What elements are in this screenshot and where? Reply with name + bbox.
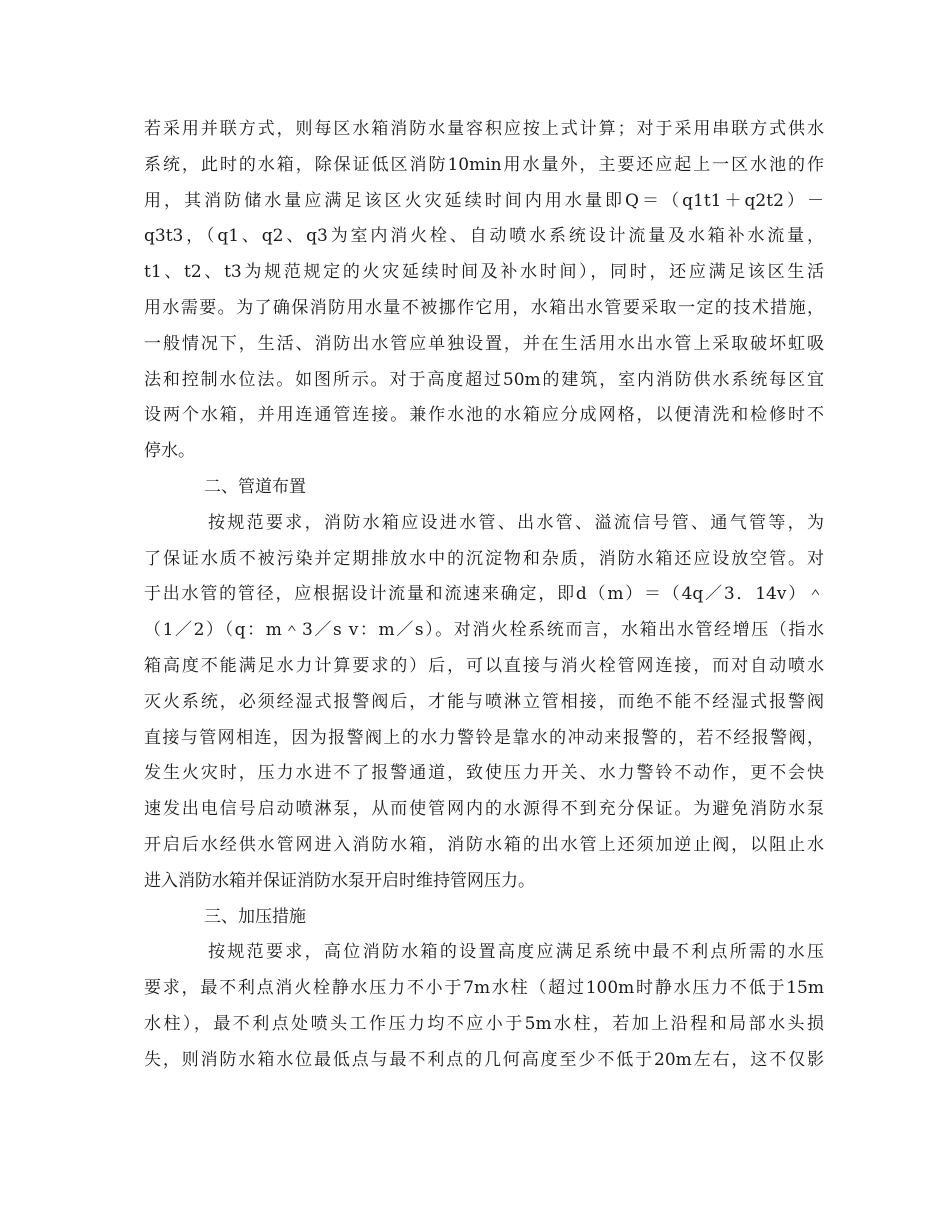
section-heading: 二、管道布置 [204, 476, 306, 497]
text-line: 于出水管的管径，应根据设计流量和流速来确定，即d（m）＝（4q／3．14v）＾ [144, 584, 824, 605]
text-line: 失，则消防水箱水位最低点与最不利点的几何高度至少不低于20m左右，这不仅影 [144, 1049, 824, 1070]
paragraph-first-line: 按规范要求，消防水箱应设进水管、出水管、溢流信号管、通气管等，为 [208, 512, 824, 533]
text-line: 直接与管网相连，因为报警阀上的水力警铃是靠水的冲动来报警的，若不经报警阀， [144, 727, 824, 748]
text-line: q3t3，（q1、q2、q3为室内消火栓、自动喷水系统设计流量及水箱补水流量， [144, 226, 824, 247]
text-line: 若采用并联方式，则每区水箱消防水量容积应按上式计算；对于采用串联方式供水 [144, 119, 824, 139]
text-line: 开启后水经供水管网进入消防水箱，消防水箱的出水管上还须加逆止阀，以阻止水 [144, 834, 824, 855]
text-line: 发生火灾时，压力水进不了报警通道，致使压力开关、水力警铃不动作，更不会快 [144, 763, 824, 784]
text-line: 灭火系统，必须经湿式报警阀后，才能与喷淋立管相接，而绝不能不经湿式报警阀 [144, 691, 824, 712]
text-line: 系统，此时的水箱，除保证低区消防10min用水量外，主要还应起上一区水池的作 [144, 154, 824, 175]
text-line: t1、t2、t3为规范规定的火灾延续时间及补水时间），同时，还应满足该区生活 [144, 262, 824, 283]
text-line: 要求，最不利点消火栓静水压力不小于7m水柱（超过100m时静水压力不低于15m [144, 978, 824, 999]
text-line: 设两个水箱，并用连通管连接。兼作水池的水箱应分成网格，以便清洗和检修时不 [144, 405, 824, 426]
text-line: 法和控制水位法。如图所示。对于高度超过50m的建筑，室内消防供水系统每区宜 [144, 369, 824, 390]
section-heading: 三、加压措施 [204, 906, 306, 927]
text-line: 了保证水质不被污染并定期排放水中的沉淀物和杂质，消防水箱还应设放空管。对 [144, 548, 824, 569]
text-line: 用水需要。为了确保消防用水量不被挪作它用，水箱出水管要采取一定的技术措施， [144, 297, 824, 318]
text-line: 水柱），最不利点处喷头工作压力均不应小于5m水柱，若加上沿程和局部水头损 [144, 1013, 824, 1034]
paragraph-last-line: 停水。 [144, 441, 195, 462]
text-line: 速发出电信号启动喷淋泵，从而使管网内的水源得不到充分保证。为避免消防水泵 [144, 799, 824, 820]
text-line: 箱高度不能满足水力计算要求的）后，可以直接与消火栓管网连接，而对自动喷水 [144, 655, 824, 676]
text-line: 一般情况下，生活、消防出水管应单独设置，并在生活用水出水管上采取破坏虹吸 [144, 333, 824, 354]
document-body [144, 112, 824, 1079]
paragraph-last-line: 进入消防水箱并保证消防水泵开启时维持管网压力。 [144, 870, 535, 891]
paragraph-first-line: 按规范要求，高位消防水箱的设置高度应满足系统中最不利点所需的水压 [208, 942, 824, 963]
text-line: 用，其消防储水量应满足该区火灾延续时间内用水量即Q＝（q1t1＋q2t2）－ [144, 190, 824, 211]
text-line: （1／2）（q：m＾3／s v：m／s）。对消火栓系统而言，水箱出水管经增压（指水 [144, 620, 824, 641]
